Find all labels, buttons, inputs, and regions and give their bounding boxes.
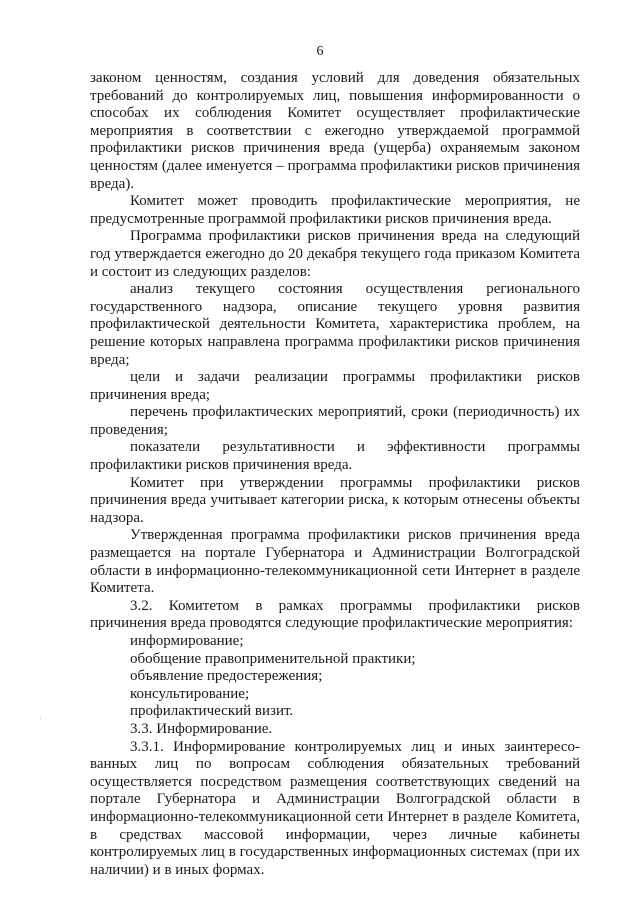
paragraph: Утвержденная программа профилактики рисков причинения вреда размещается на портале Губернатора и Администрации Волгоградской области в информационно-телекоммуникационной сети Интернет в разделе Комитета. (90, 527, 580, 597)
section-paragraph: 3.2. Комитетом в рамках программы профилактики рисков причинения вреда проводятся следующие профилактические мероприятия: (90, 597, 580, 632)
scan-mark (40, 718, 41, 719)
list-item: профилактический визит. (130, 703, 294, 720)
list-item: обобщение правоприменительной практики; (130, 650, 416, 667)
paragraph: Комитет при утверждении программы профилактики рисков причинения вреда учитывает категории риска, к которым отнесены объекты надзора. (90, 474, 580, 526)
list-item: перечень профилактических мероприятий, сроки (периодичность) их проведения; (90, 404, 580, 438)
page-number: 6 (316, 44, 324, 59)
list-item: показатели результативности и эффективности программы профилактики рисков причинения вреда. (90, 439, 580, 474)
paragraph: Комитет может проводить профилактические мероприятия, не предусмотренные программой профилактики рисков причинения вреда. (90, 193, 580, 227)
document-body (90, 70, 580, 879)
list-item: анализ текущего состояния осуществления регионального государственного надзора, описание текущего уровня развития профилактической деятельности Комитета, характеристика проблем, на решение которых направлена программа профилактики рисков причинения вреда; (90, 281, 580, 368)
list-item: объявление предостережения; (130, 668, 323, 685)
list-item: цели и задачи реализации программы профилактики рисков причинения вреда; (90, 369, 580, 403)
paragraph: Программа профилактики рисков причинения вреда на следующий год утверждается ежегодно до 20 декабря текущего года приказом Комитета и состоит из следующих разделов: (90, 228, 580, 280)
section-paragraph: 3.3.1. Информирование контролируемых лиц и иных заинтересо-ванных лиц по вопросам соблюдения обязательных требований осуществляется посредством размещения соответствующих сведений на портале Губернатора и Администрации Волгоградской области в информационно-телекоммуникационной сети Интернет в разделе Комитета, в средствах массовой информации, через личные кабинеты контролируемых лиц в государственных информационных системах (при их наличии) и в иных формах. (90, 738, 580, 878)
list-item: консультирование; (130, 685, 250, 702)
section-heading: 3.3. Информирование. (130, 720, 273, 737)
list-item: информирование; (130, 633, 244, 649)
paragraph-continuation: законом ценностям, создания условий для доведения обязательных требований до контролируемых лиц, повышения информированности о способах их соблюдения Комитет осуществляет профилактические мероприятия в соответствии с ежегодно утверждаемой программой профилактики рисков причинения вреда (ущерба) охраняемым законом ценностям (далее именуется – программа профилактики рисков причинения вреда). (90, 70, 580, 192)
